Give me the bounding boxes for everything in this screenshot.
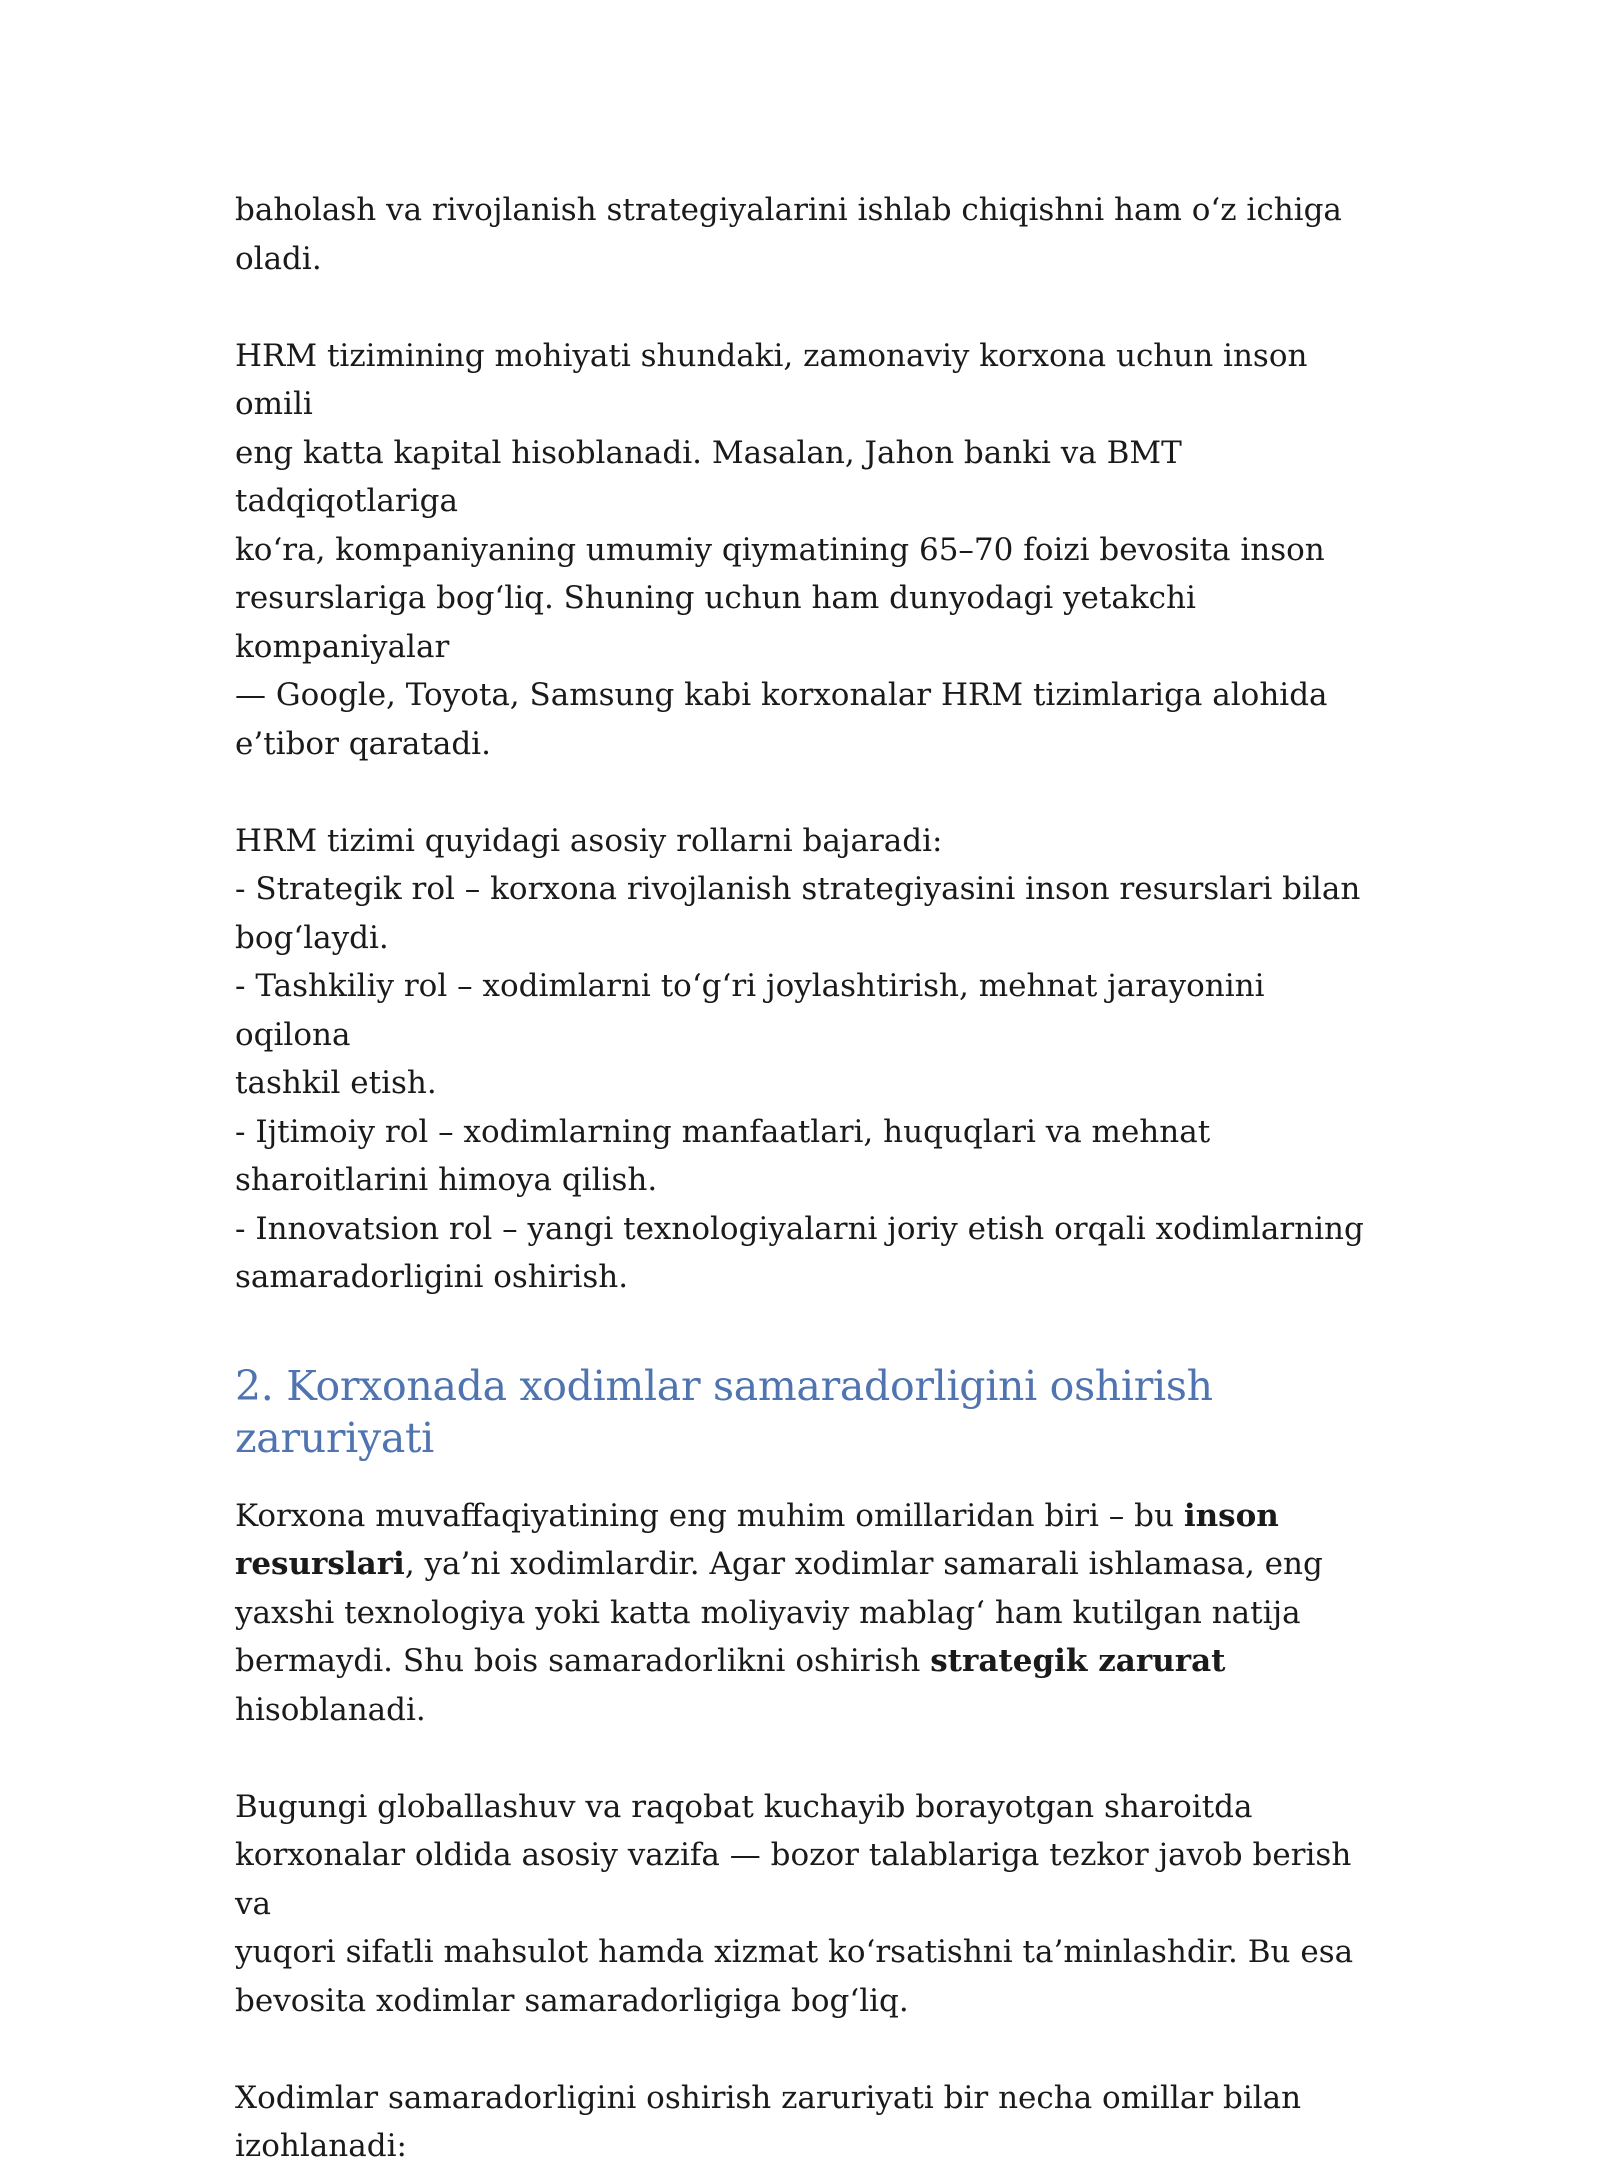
- bold-text: resurslari: [235, 1546, 405, 1582]
- text-line: hisoblanadi.: [235, 1691, 426, 1728]
- text-line: korxonalar oldida asosiy vazifa — bozor talablariga tezkor javob berish va: [235, 1837, 1352, 1922]
- text-line: yaxshi texnologiya yoki katta moliyaviy mablag‘ ham kutilgan natija: [235, 1594, 1301, 1631]
- text-line: bevosita xodimlar samaradorligiga bog‘liq.: [235, 1982, 909, 2019]
- hrm-paragraph: [235, 332, 1375, 769]
- text-run: Korxona muvaffaqiyatining eng muhim omillaridan biri – bu: [235, 1497, 1184, 1534]
- paragraph-gap: [235, 2025, 1375, 2074]
- document-body: [235, 186, 1375, 2171]
- paragraph-gap: [235, 768, 1375, 817]
- global-paragraph: [235, 1783, 1375, 2026]
- success-paragraph: [235, 1492, 1375, 1735]
- role-organizational: - Tashkiliy rol – xodimlarni to‘g‘ri joylashtirish, mehnat jarayonini oqilona: [235, 968, 1265, 1053]
- text-run: , ya’ni xodimlardir. Agar xodimlar samarali ishlamasa, eng: [404, 1546, 1323, 1582]
- text-line: — Google, Toyota, Samsung kabi korxonalar HRM tizimlariga alohida: [235, 677, 1328, 713]
- text-line: bog‘laydi.: [235, 919, 389, 956]
- text-line: eng katta kapital hisoblanadi. Masalan, Jahon banki va BMT tadqiqotlariga: [235, 434, 1182, 519]
- text-line: HRM tizimining mohiyati shundaki, zamonaviy korxona uchun inson omili: [235, 337, 1308, 422]
- roles-paragraph: [235, 817, 1375, 1302]
- text-line: Xodimlar samaradorligini oshirish zaruriyati bir necha omillar bilan: [235, 2079, 1302, 2116]
- text-line: sharoitlarini himoya qilish.: [235, 1162, 658, 1198]
- text-line: yuqori sifatli mahsulot hamda xizmat ko‘rsatishni ta’minlashdir. Bu esa: [235, 1934, 1354, 1970]
- text-run: bermaydi. Shu bois samaradorlikni oshirish: [235, 1643, 931, 1679]
- text-line: izohlanadi:: [235, 2128, 407, 2164]
- text-line: e’tibor qaratadi.: [235, 725, 491, 762]
- bold-text: inson: [1183, 1497, 1279, 1534]
- text-line: Bugungi globallashuv va raqobat kuchayib borayotgan sharoitda: [235, 1788, 1253, 1825]
- text-line: tashkil etish.: [235, 1065, 437, 1101]
- roles-intro-line: HRM tizimi quyidagi asosiy rollarni bajaradi:: [235, 822, 943, 859]
- factors-paragraph: [235, 2074, 1375, 2171]
- text-line: samaradorligini oshirish.: [235, 1259, 629, 1295]
- bold-text: strategik zarurat: [930, 1643, 1226, 1679]
- text-line: ko‘ra, kompaniyaning umumiy qiymatining 65–70 foizi bevosita inson: [235, 531, 1325, 568]
- role-innovation: - Innovatsion rol – yangi texnologiyalarni joriy etish orqali xodimlarning: [235, 1210, 1364, 1247]
- role-social: - Ijtimoiy rol – xodimlarning manfaatlari, huquqlari va mehnat: [235, 1113, 1211, 1150]
- role-strategic: - Strategik rol – korxona rivojlanish strategiyasini inson resurslari bilan: [235, 871, 1361, 907]
- text-line: resurslariga bog‘liq. Shuning uchun ham dunyodagi yetakchi kompaniyalar: [235, 580, 1196, 665]
- text-line: oladi.: [235, 240, 322, 277]
- section-heading: 2. Korxonada xodimlar samaradorligini oshirish zaruriyati: [235, 1361, 1213, 1462]
- paragraph-gap: [235, 283, 1375, 332]
- text-line: baholash va rivojlanish strategiyalarini ishlab chiqishni ham o‘z ichiga: [235, 192, 1342, 228]
- paragraph-gap: [235, 1734, 1375, 1783]
- intro-paragraph: [235, 186, 1375, 283]
